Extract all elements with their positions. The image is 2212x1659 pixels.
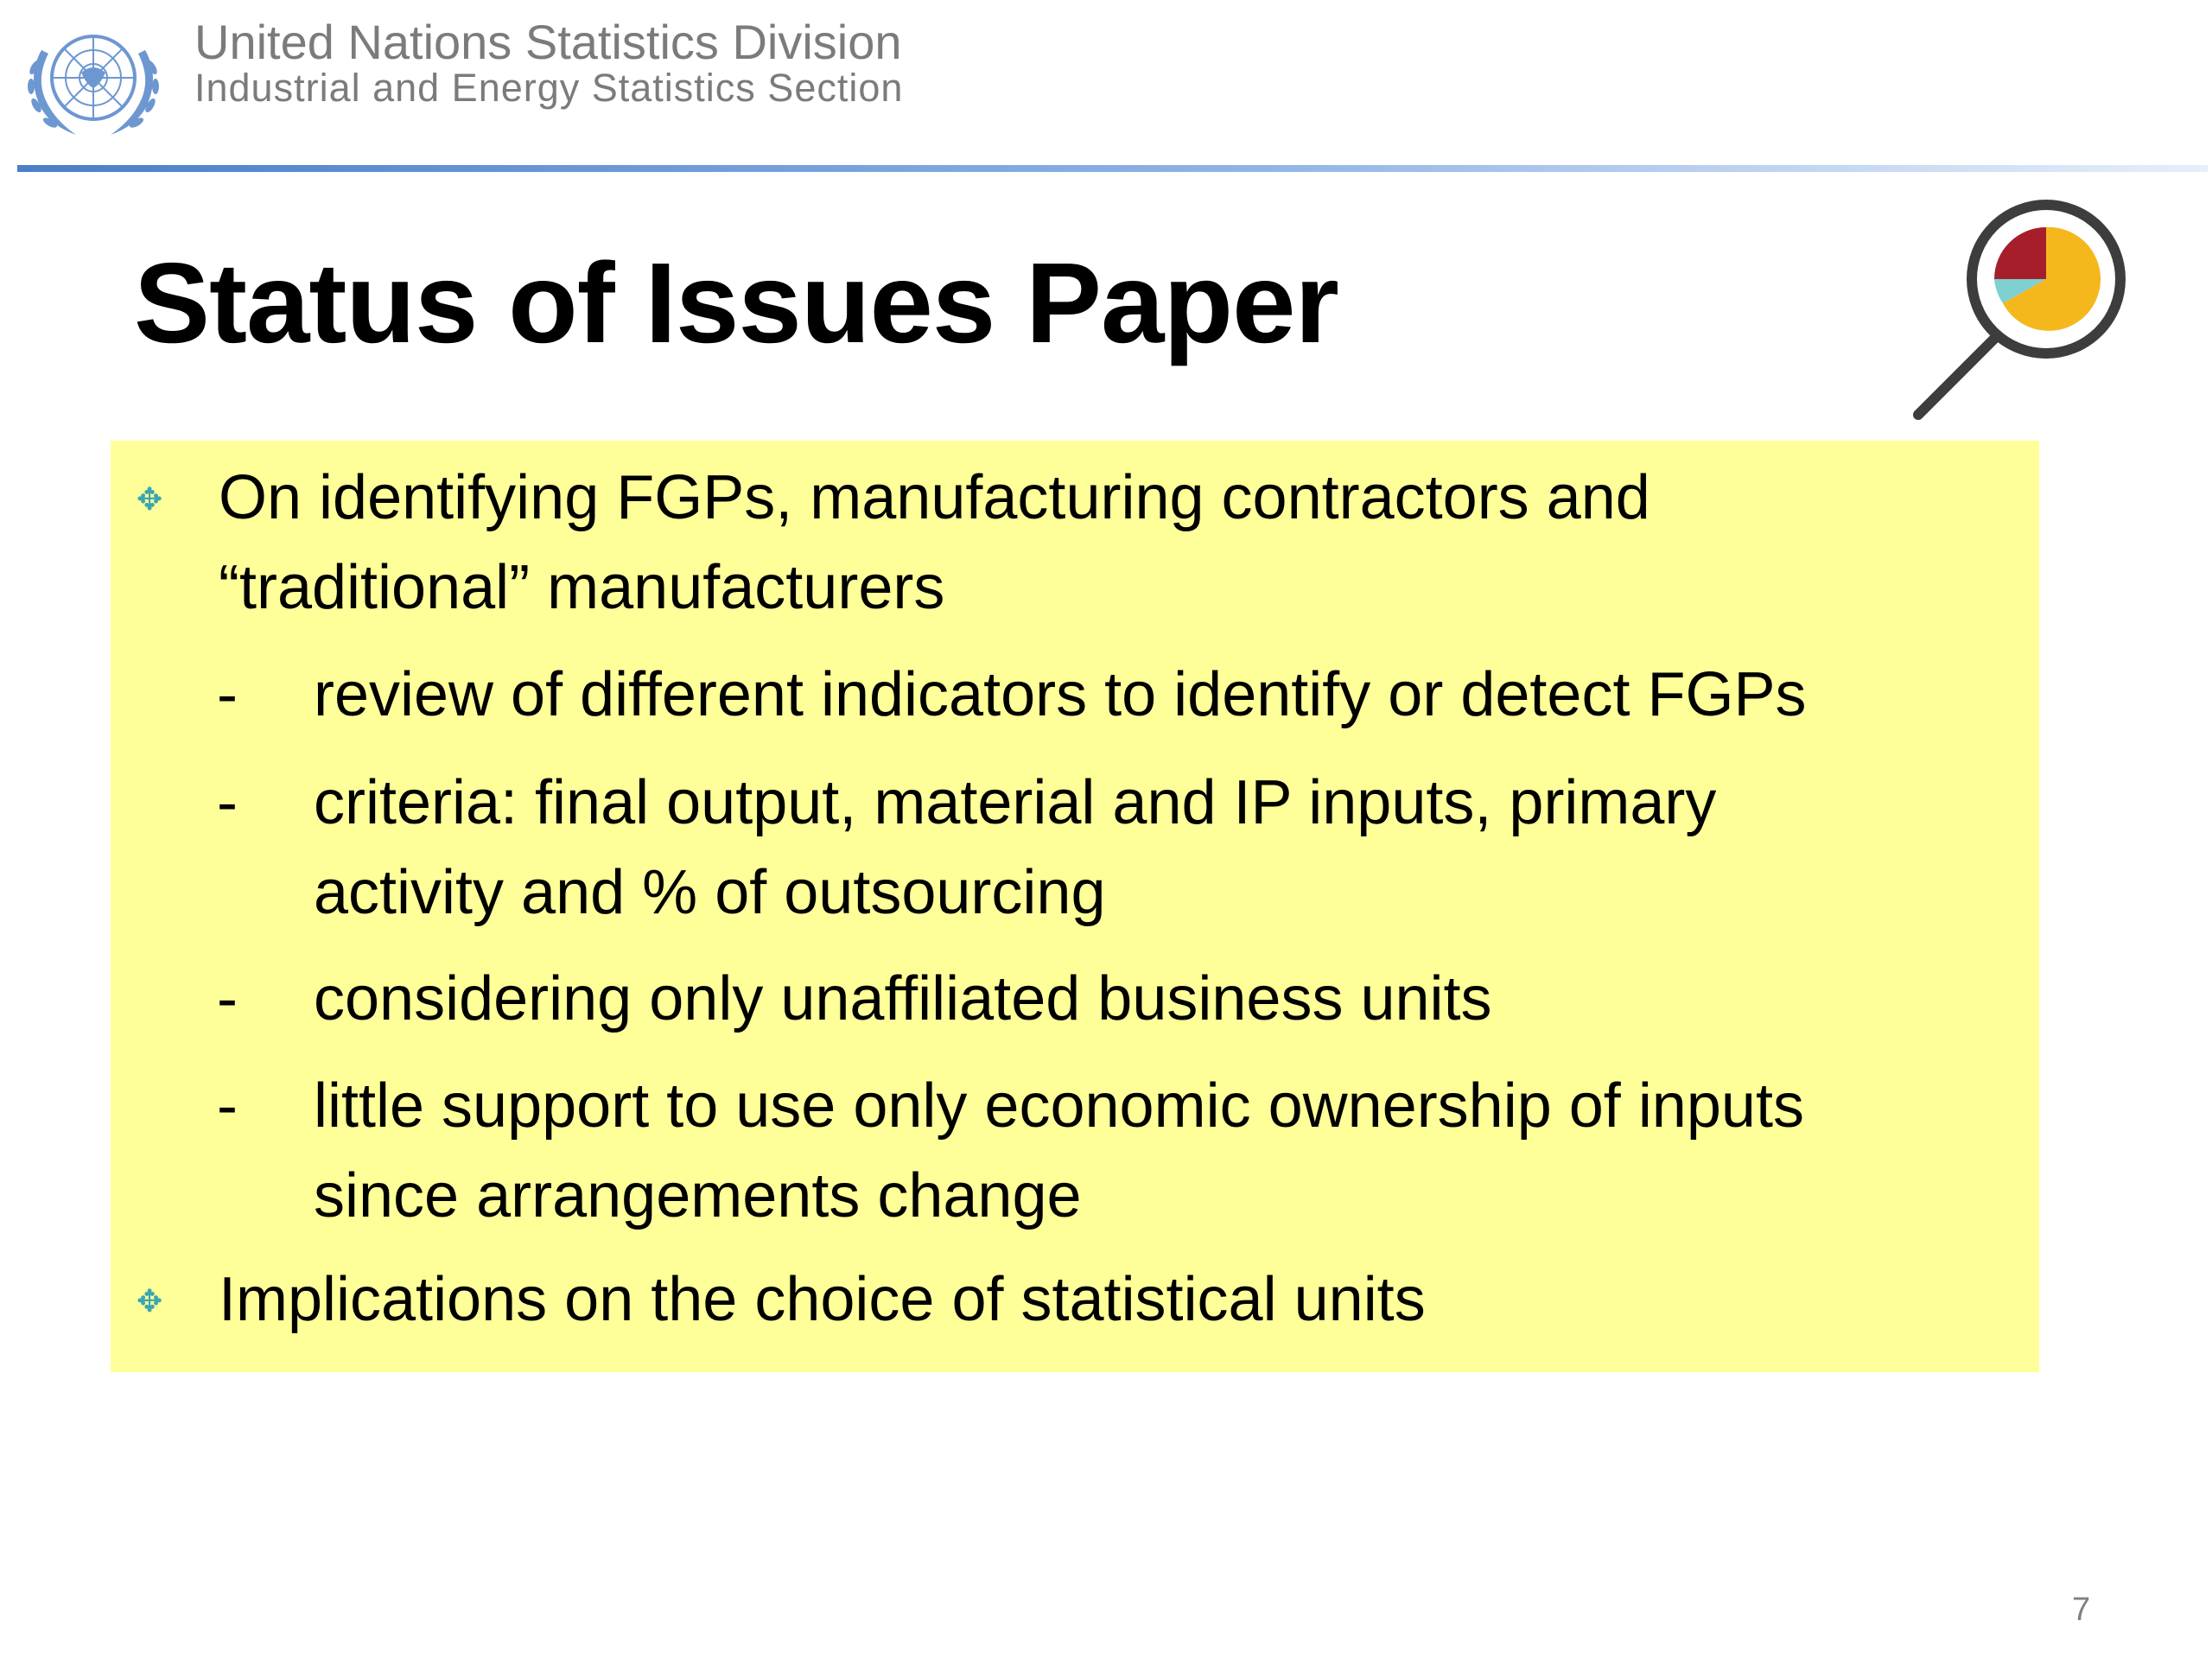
slide-title: Status of Issues Paper xyxy=(134,239,1338,366)
magnifier-pie-chart-icon xyxy=(1901,199,2134,423)
dash-marker: - xyxy=(217,768,238,837)
sub-item-text: review of different indicators to identify or detect FGPs xyxy=(314,660,1807,729)
dash-marker: - xyxy=(217,660,238,729)
dash-marker: - xyxy=(217,1071,238,1141)
content-box xyxy=(111,441,2039,1372)
header-divider xyxy=(17,165,2208,172)
page-number: 7 xyxy=(2072,1592,2091,1628)
sub-item xyxy=(217,650,1807,740)
sub-item xyxy=(217,954,1492,1044)
sub-item-text: little support to use only economic ownership of inputs xyxy=(314,1071,1804,1141)
slide-header xyxy=(0,0,2212,181)
sub-item-text-continued: activity and % of outsourcing xyxy=(314,858,1106,927)
bullet-text: On identifying FGPs, manufacturing contractors and xyxy=(219,463,1650,532)
dash-marker: - xyxy=(217,964,238,1033)
bullet-item xyxy=(137,1255,1426,1344)
bullet-marker-icon: ✥ xyxy=(137,1283,163,1319)
bullet-text-continued: “traditional” manufacturers xyxy=(219,553,945,622)
sub-item-text: criteria: final output, material and IP inputs, primary xyxy=(314,768,1717,837)
sub-item-text-continued: since arrangements change xyxy=(314,1161,1082,1230)
sub-item xyxy=(217,758,1717,938)
sub-item-text: considering only unaffiliated business units xyxy=(314,964,1492,1033)
bullet-item xyxy=(137,453,1650,632)
organization-name: United Nations Statistics Division xyxy=(194,15,902,69)
sub-item xyxy=(217,1061,1804,1241)
bullet-marker-icon: ✥ xyxy=(137,481,163,517)
organization-section: Industrial and Energy Statistics Section xyxy=(194,66,904,110)
un-emblem-icon xyxy=(16,16,171,149)
bullet-text: Implications on the choice of statistical units xyxy=(219,1265,1426,1334)
